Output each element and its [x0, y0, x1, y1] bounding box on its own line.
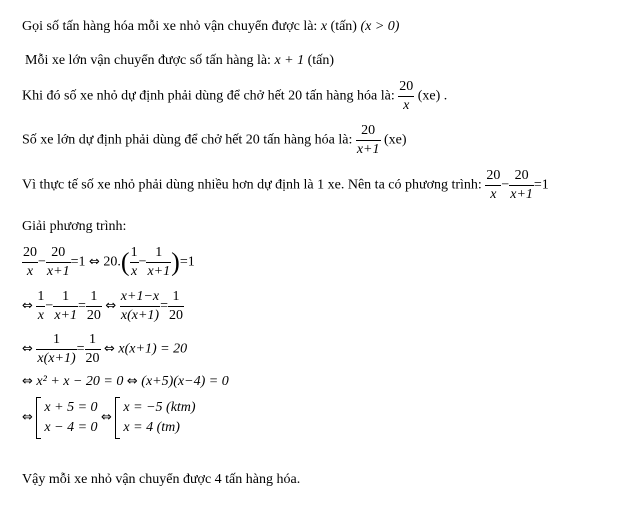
equation-fraction-2: $\frac{20}{x+1}$	[510, 168, 533, 202]
minus-sign: −	[501, 177, 510, 193]
unit-ton-2: (tấn)	[307, 53, 335, 68]
s2-minus: −	[45, 298, 54, 314]
s2-frac-3: $\frac{1}{20}$	[86, 289, 101, 323]
iff-symbol: ⇔	[22, 374, 33, 389]
line-1	[22, 19, 399, 35]
fraction-20-over-x-plus-1: $\frac{20}{x+1}$	[356, 123, 380, 157]
s2-frac-4: $\frac{x+1-x}{x(x+1)}$	[120, 289, 160, 323]
unit-xe-2: (xe)	[384, 132, 407, 148]
s4-factored: (x+5)(x−4) = 0	[141, 374, 229, 389]
line-2-text: Mỗi xe lớn vận chuyển được số tấn hàng là:	[25, 53, 271, 68]
iff-symbol: ⇔	[101, 410, 112, 426]
line-4	[22, 124, 407, 157]
system-2	[123, 398, 195, 438]
s1-eq: =1	[70, 254, 86, 270]
s1-eq-2: =1	[179, 254, 195, 270]
s1-frac-1: $\frac{20}{x}$	[23, 245, 37, 279]
s3-rhs: x(x+1) = 20	[118, 341, 188, 357]
left-paren: (	[120, 247, 130, 277]
iff-symbol: ⇔	[105, 298, 117, 314]
line-5	[22, 169, 549, 202]
system-row-1: x + 5 = 0	[44, 400, 98, 415]
system-row-3: x = −5 (ktm)	[123, 400, 196, 415]
step-5	[22, 397, 196, 439]
s3-frac-2: $\frac{1}{20}$	[85, 332, 100, 366]
s2-frac-5: $\frac{1}{20}$	[169, 289, 184, 323]
s2-eq: =	[77, 298, 86, 314]
s1-factor: 20.	[103, 254, 121, 270]
step-4	[22, 374, 229, 390]
system-bracket-2	[115, 397, 120, 439]
solve-heading: Giải phương trình:	[22, 219, 127, 234]
iff-symbol: ⇔	[22, 341, 33, 357]
s2-frac-2: $\frac{1}{x+1}$	[54, 289, 77, 323]
s1-frac-3: $\frac{1}{x}$	[130, 245, 138, 279]
system-bracket	[36, 397, 41, 439]
line-4-text: Số xe lớn dự định phải dùng để chở hết 20 tấn hàng hóa là:	[22, 132, 353, 148]
s2-eq-2: =	[160, 298, 169, 314]
system-row-4: x = 4 (tm)	[123, 420, 180, 435]
s1-frac-2: $\frac{20}{x+1}$	[46, 245, 70, 279]
fraction-20-over-x: $\frac{20}{x}$	[399, 79, 414, 113]
var-x: x	[320, 19, 328, 34]
condition: (x > 0)	[360, 19, 400, 34]
equation-rhs: =1	[533, 177, 549, 193]
unit-xe: (xe) .	[417, 88, 448, 104]
iff-symbol: ⇔	[104, 341, 115, 357]
line-3	[22, 80, 447, 113]
conclusion: Vậy mỗi xe nhỏ vận chuyển được 4 tấn hàng hóa.	[22, 472, 301, 487]
system-row-2: x − 4 = 0	[44, 420, 98, 435]
line-2	[25, 53, 334, 69]
step-3	[22, 333, 187, 366]
iff-symbol: ⇔	[88, 254, 100, 270]
s1-minus: −	[38, 254, 46, 270]
step-1	[22, 246, 195, 279]
s3-frac-1: $\frac{1}{x(x+1)}$	[37, 332, 76, 366]
s1-frac-4: $\frac{1}{x+1}$	[147, 245, 171, 279]
iff-symbol: ⇔	[22, 298, 33, 314]
line-5-text: Vì thực tế số xe nhỏ phải dùng nhiều hơn dự định là 1 xe. Nên ta có phương trình:	[22, 177, 482, 193]
iff-symbol: ⇔	[126, 374, 138, 389]
step-2	[22, 290, 184, 323]
system-1	[44, 398, 97, 438]
line-1-text: Gọi số tấn hàng hóa mỗi xe nhỏ vận chuyển được là:	[22, 19, 318, 34]
s3-eq: =	[76, 341, 85, 357]
expr-x-plus-1: x + 1	[274, 53, 305, 68]
line-3-text: Khi đó số xe nhỏ dự định phải dùng để chở hết 20 tấn hàng hóa là:	[22, 88, 395, 104]
s4-quadratic: x² + x − 20 = 0	[36, 374, 124, 389]
right-paren: )	[171, 247, 180, 277]
equation-fraction-1: $\frac{20}{x}$	[486, 168, 501, 202]
s2-frac-1: $\frac{1}{x}$	[37, 289, 45, 323]
s1-minus-2: −	[138, 254, 147, 270]
iff-symbol: ⇔	[22, 410, 33, 426]
unit-ton: (tấn)	[330, 19, 357, 34]
